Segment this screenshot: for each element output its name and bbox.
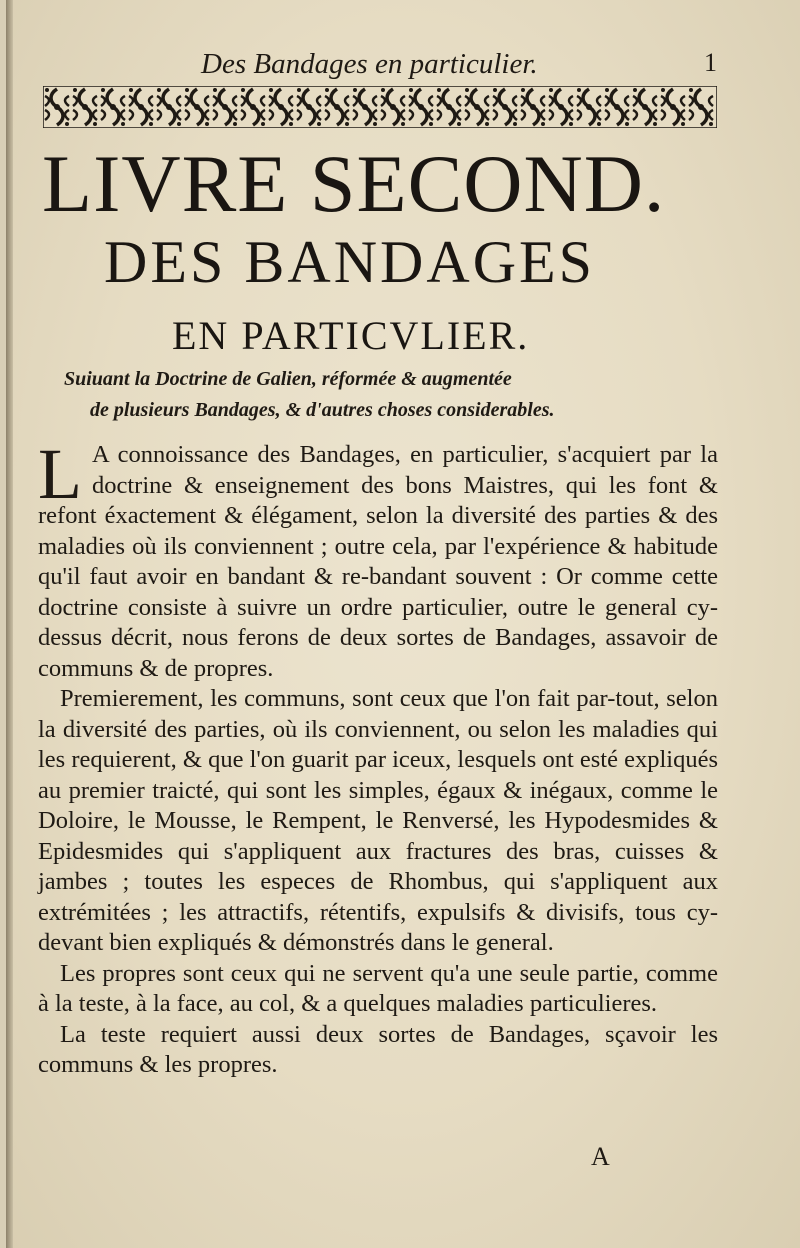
paragraph-2: Premierement, les communs, sont ceux que l'on fait par-tout, selon la diversité des parties, où ils conviennent, ou selon les maladies qui les requierent, & que l'on guarit par iceux, lesquels ont esté expliqués au premier traicté, qui sont les simples, égaux & inégaux, comme le Doloire, le Mousse, le Rempent, le Renversé, les Hypodesmides & Epidesmides qui s'appliquent aux fractures des bras, cuisses & jambes ; toutes les especes de Rhombus, qui s'appliquent aux extrémitées ; les attractifs, rétentifs, expulsifs & divisifs, tous cy-devant bien expliqués & démonstrés dans le general. xyxy=(38,685,719,956)
paragraph-1-text: A connoissance des Bandages, en particulier, s'acquiert par la doctrine & enseignement des bons Maistres, qui les font & refont éxactement & élégament, selon la diversité des parties & des maladies où ils conviennent ; outre cela, par l'expérience & habitude qu'il faut avoir en bandant & re-bandant souvent : Or comme cette doctrine consiste à suivre un ordre particulier, outre le general cy-dessus décrit, nous ferons de deux sortes de Bandages, assavoir de communs & de propres. xyxy=(38,441,718,682)
page-edge xyxy=(6,0,13,1248)
subtitle-line-1: Suiuant la Doctrine de Galien, réformée & augmentée xyxy=(64,368,512,390)
ornament-band xyxy=(43,86,717,128)
title-line-1: LIVRE SECOND. xyxy=(42,138,666,229)
body-text xyxy=(38,434,719,1081)
paragraph-3: Les propres sont ceux qui ne servent qu'a une seule partie, comme à la teste, à la face, au col, & a quelques maladies particulieres. xyxy=(38,959,718,1017)
page-number: 1 xyxy=(704,48,717,77)
title-line-3: EN PARTICVLIER. xyxy=(172,313,530,358)
title-line-2: DES BANDAGES xyxy=(104,229,596,295)
paragraph-4: La teste requiert aussi deux sortes de Bandages, sçavoir les communs & les propres. xyxy=(38,1020,718,1078)
book-page xyxy=(6,0,800,1248)
running-title: Des Bandages en particulier. xyxy=(201,48,538,80)
subtitle-line-2: de plusieurs Bandages, & d'autres choses considerables. xyxy=(90,399,555,421)
drop-cap: L xyxy=(38,434,82,514)
paragraph-1 xyxy=(38,434,718,684)
catchword: A xyxy=(591,1142,610,1171)
